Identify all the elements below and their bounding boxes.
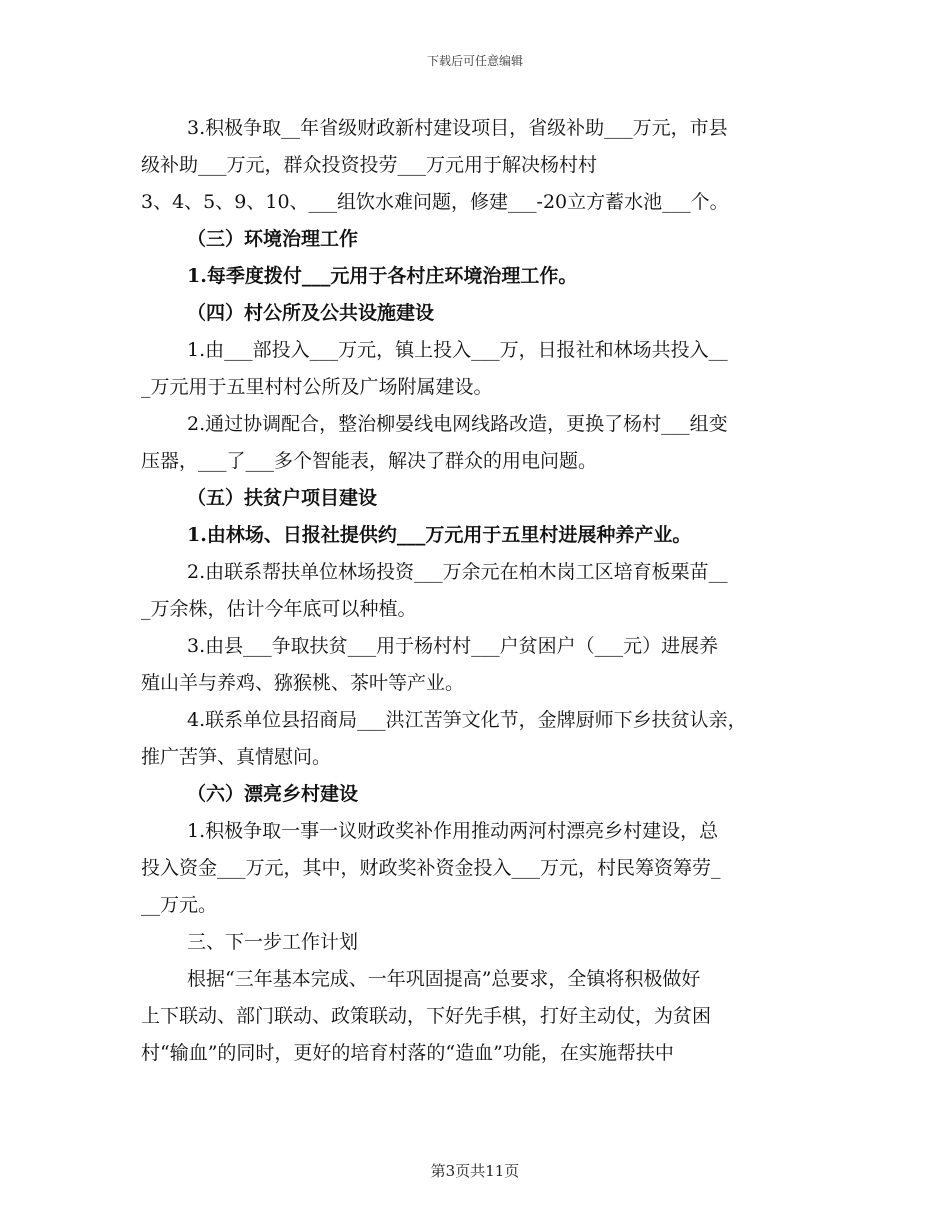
- body-line: 推广苦笋、真情慰问。: [141, 746, 332, 768]
- body-line: 1.每季度拨付___元用于各村庄环境治理工作。: [187, 265, 578, 287]
- body-line: 1.由___部投入___万元，镇上投入___万，日报社和林场共投入__: [187, 339, 728, 361]
- body-line: 投入资金___万元，其中，财政奖补资金投入___万元，村民筹资筹劳_: [141, 857, 721, 879]
- document-body: [141, 110, 809, 1072]
- body-line: 根据“三年基本完成、一年巩固提高”总要求，全镇将积极做好: [187, 968, 701, 990]
- body-line: _万元用于五里村村公所及广场附属建设。: [141, 376, 493, 398]
- page-header: 下载后可任意编辑: [426, 54, 523, 68]
- body-line: 压器，___了___多个智能表，解决了群众的用电问题。: [141, 450, 598, 472]
- body-line: _万余株，估计今年底可以种植。: [141, 598, 417, 620]
- section-heading: （三）环境治理工作: [187, 228, 359, 250]
- page-footer: 第3页共11页: [430, 1162, 520, 1180]
- body-line: __万元。: [141, 894, 218, 916]
- body-line: 级补助___万元，群众投资投劳___万元用于解决杨村村: [141, 154, 598, 176]
- body-line: 1.由林场、日报社提供约___万元用于五里村进展种养产业。: [187, 524, 692, 546]
- body-line: 3、4、5、9、10、___组饮水难问题，修建___-20立方蓄水池___个。: [141, 191, 729, 213]
- section-heading: （五）扶贫户项目建设: [187, 487, 378, 509]
- body-line: 3.由县___争取扶贫___用于杨村村___户贫困户（___元）进展养: [187, 635, 719, 657]
- body-line: 4.联系单位县招商局___洪江苦笋文化节，金牌厨师下乡扶贫认亲，: [187, 709, 747, 731]
- section-heading: （六）漂亮乡村建设: [187, 783, 359, 805]
- body-line: 村“输血”的同时，更好的培育村落的“造血”功能，在实施帮扶中: [141, 1042, 674, 1064]
- section-heading: 三、下一步工作计划: [187, 931, 359, 953]
- body-line: 1.积极争取一事一议财政奖补作用推动两河村漂亮乡村建设，总: [187, 820, 719, 842]
- body-line: 3.积极争取__年省级财政新村建设项目，省级补助___万元，市县: [187, 117, 728, 139]
- body-line: 上下联动、部门联动、政策联动，下好先手棋，打好主动仗，为贫困: [141, 1005, 712, 1027]
- body-line: 2.由联系帮扶单位林场投资___万余元在柏木岗工区培育板栗苗__: [187, 561, 728, 583]
- body-line: 殖山羊与养鸡、猕猴桃、茶叶等产业。: [141, 672, 465, 694]
- section-heading: （四）村公所及公共设施建设: [187, 302, 435, 324]
- body-line: 2.通过协调配合，整治柳晏线电网线路改造，更换了杨村___组变: [187, 413, 728, 435]
